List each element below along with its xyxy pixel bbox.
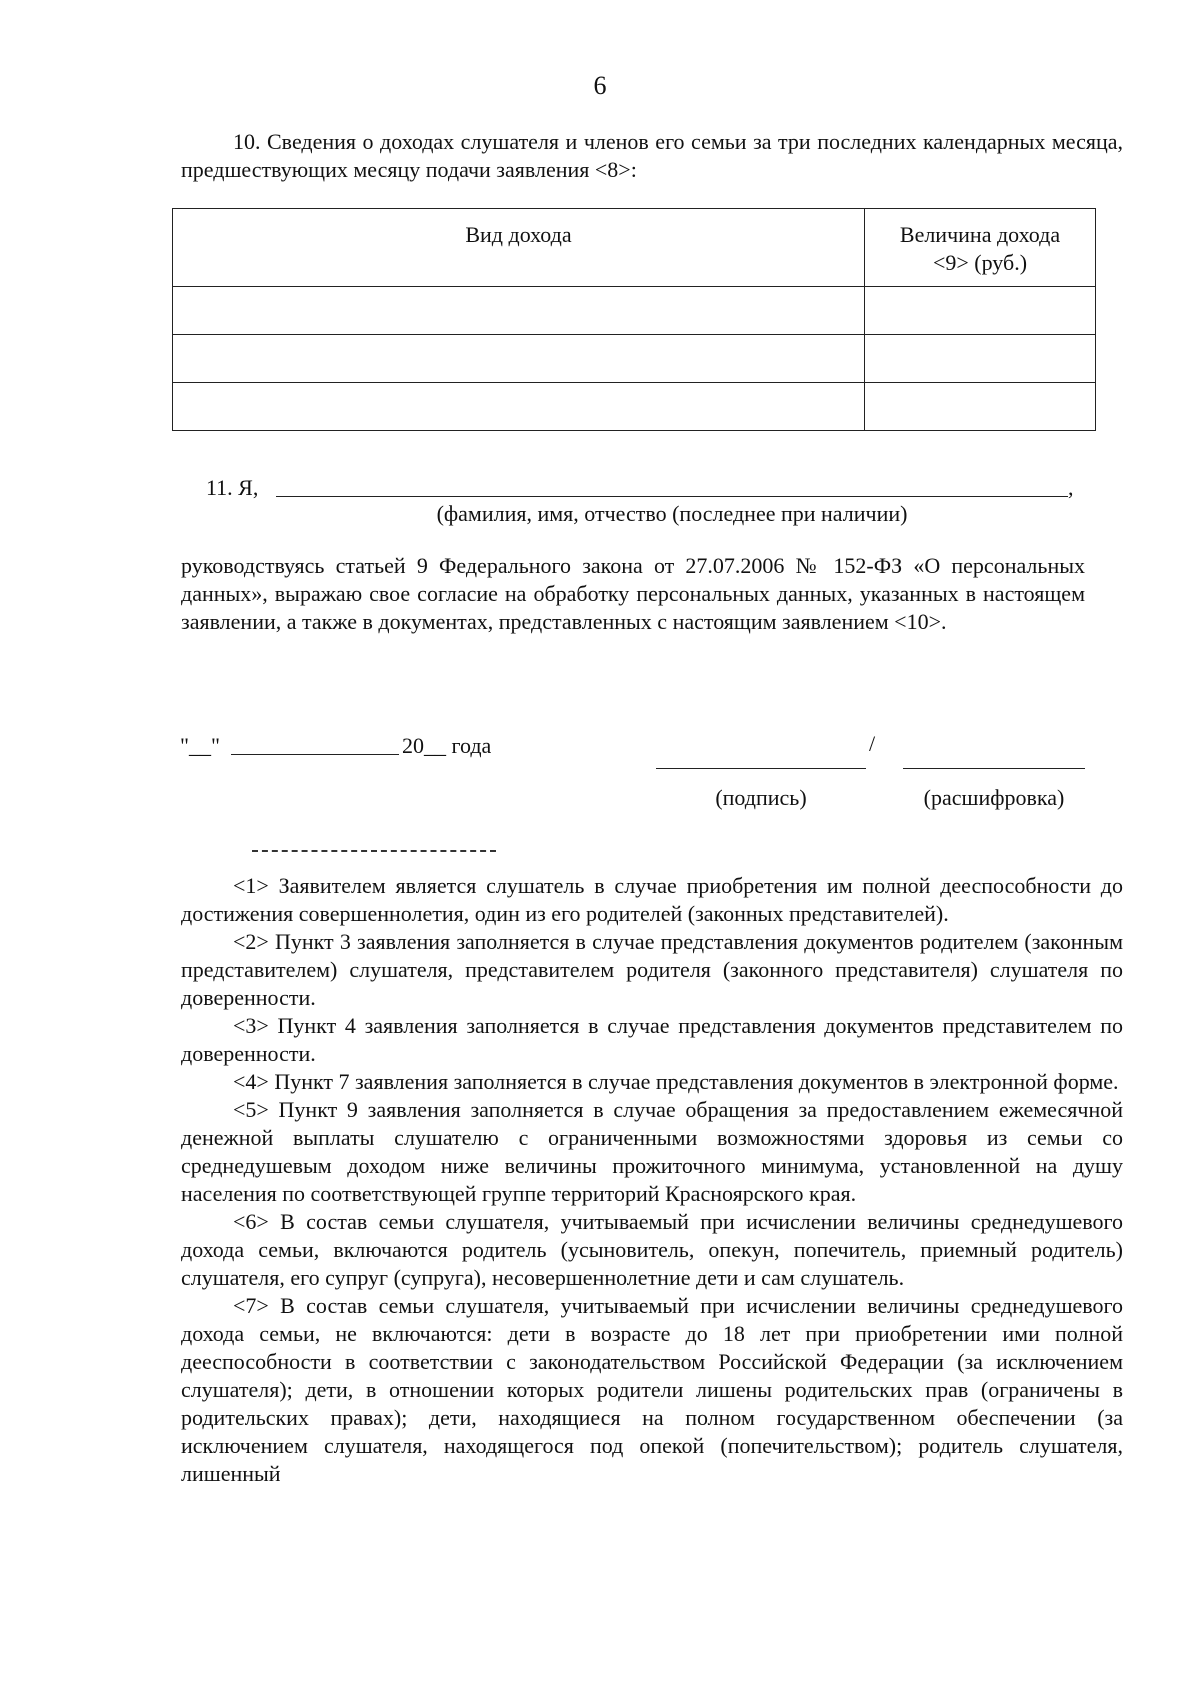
consent-text: руководствуясь статьей 9 Федерального закона от 27.07.2006 № 152-ФЗ «О персональных данных», выражаю свое согласие на обработку персональных данных, указанных в настоящем заявлении, а также в документах, представленных с настоящим заявлением <10>. (181, 553, 1085, 634)
slash-separator: / (869, 731, 876, 756)
date-year: 20__ года (402, 733, 492, 758)
fio-caption: (фамилия, имя, отчество (последнее при наличии) (436, 501, 908, 526)
footnote-1: <1> Заявителем является слушатель в случае приобретения им полной дееспособности до достижения совершеннолетия, один из его родителей (законных представителей). (181, 873, 1123, 926)
date-month-line[interactable] (231, 752, 399, 755)
table-row (173, 287, 1096, 335)
table-row (173, 335, 1096, 383)
consent-block (181, 552, 1085, 636)
income-type-cell[interactable] (173, 287, 865, 335)
footnote-2: <2> Пункт 3 заявления заполняется в случае представления документов родителем (законным представителем) слушателя, представителем родителя (законного представителя) слушателя по доверенности. (181, 929, 1123, 1010)
footnote-separator (252, 850, 496, 852)
signature-line[interactable] (656, 766, 866, 769)
section-10-text: 10. Сведения о доходах слушателя и членов его семьи за три последних календарных месяца, предшествующих месяцу подачи заявления <8>: (181, 129, 1123, 182)
income-type-cell[interactable] (173, 335, 865, 383)
section-10 (181, 128, 1123, 184)
income-table-header (173, 209, 1096, 287)
decoding-caption: (расшифровка) (923, 785, 1065, 810)
income-amount-cell[interactable] (865, 383, 1096, 431)
footnote-7: <7> В состав семьи слушателя, учитываемый при исчислении величины среднедушевого дохода семьи, не включаются: дети в возрасте до 18 лет при приобретении ими полной дееспособности в соответствии с законодательством Российской Федерации (за исключением слушателя); дети, в отношении которых родители лишены родительских прав (ограничены в родительских правах); дети, находящиеся на полном государственном обеспечении (за исключением слушателя, находящегося под опекой (попечительством); родитель слушателя, лишенный (181, 1293, 1123, 1486)
header-income-amount (865, 209, 1096, 287)
income-amount-cell[interactable] (865, 287, 1096, 335)
date-day: "__" (180, 733, 220, 758)
footnote-6: <6> В состав семьи слушателя, учитываемый при исчислении величины среднедушевого дохода семьи, включаются родитель (усыновитель, опекун, попечитель, приемный родитель) слушателя, его супруг (супруга), несовершеннолетние дети и сам слушатель. (181, 1209, 1123, 1290)
footnote-5: <5> Пункт 9 заявления заполняется в случае обращения за предоставлением ежемесячной денежной выплаты слушателю с ограниченными возможностями здоровья из семьи со среднедушевым доходом ниже величины прожиточного минимума, установленной на душу населения по соответствующей группе территорий Красноярского края. (181, 1097, 1123, 1206)
decoding-line[interactable] (903, 766, 1085, 769)
header-income-amount-label: Величина дохода <9> (руб.) (899, 222, 1061, 275)
page-number: 6 (593, 71, 607, 100)
income-amount-cell[interactable] (865, 335, 1096, 383)
footnote-3: <3> Пункт 4 заявления заполняется в случае представления документов представителем по доверенности. (181, 1013, 1123, 1066)
income-type-cell[interactable] (173, 383, 865, 431)
footnotes (181, 872, 1123, 1488)
section-11-prefix: 11. Я, (206, 475, 259, 500)
table-row (173, 383, 1096, 431)
signature-caption: (подпись) (715, 785, 807, 810)
section-11-suffix: , (1068, 475, 1074, 500)
fio-line[interactable] (276, 488, 1068, 497)
header-income-type: Вид дохода (173, 209, 865, 287)
footnote-4: <4> Пункт 7 заявления заполняется в случае представления документов в электронной форме. (233, 1069, 1119, 1094)
income-table (172, 208, 1096, 431)
